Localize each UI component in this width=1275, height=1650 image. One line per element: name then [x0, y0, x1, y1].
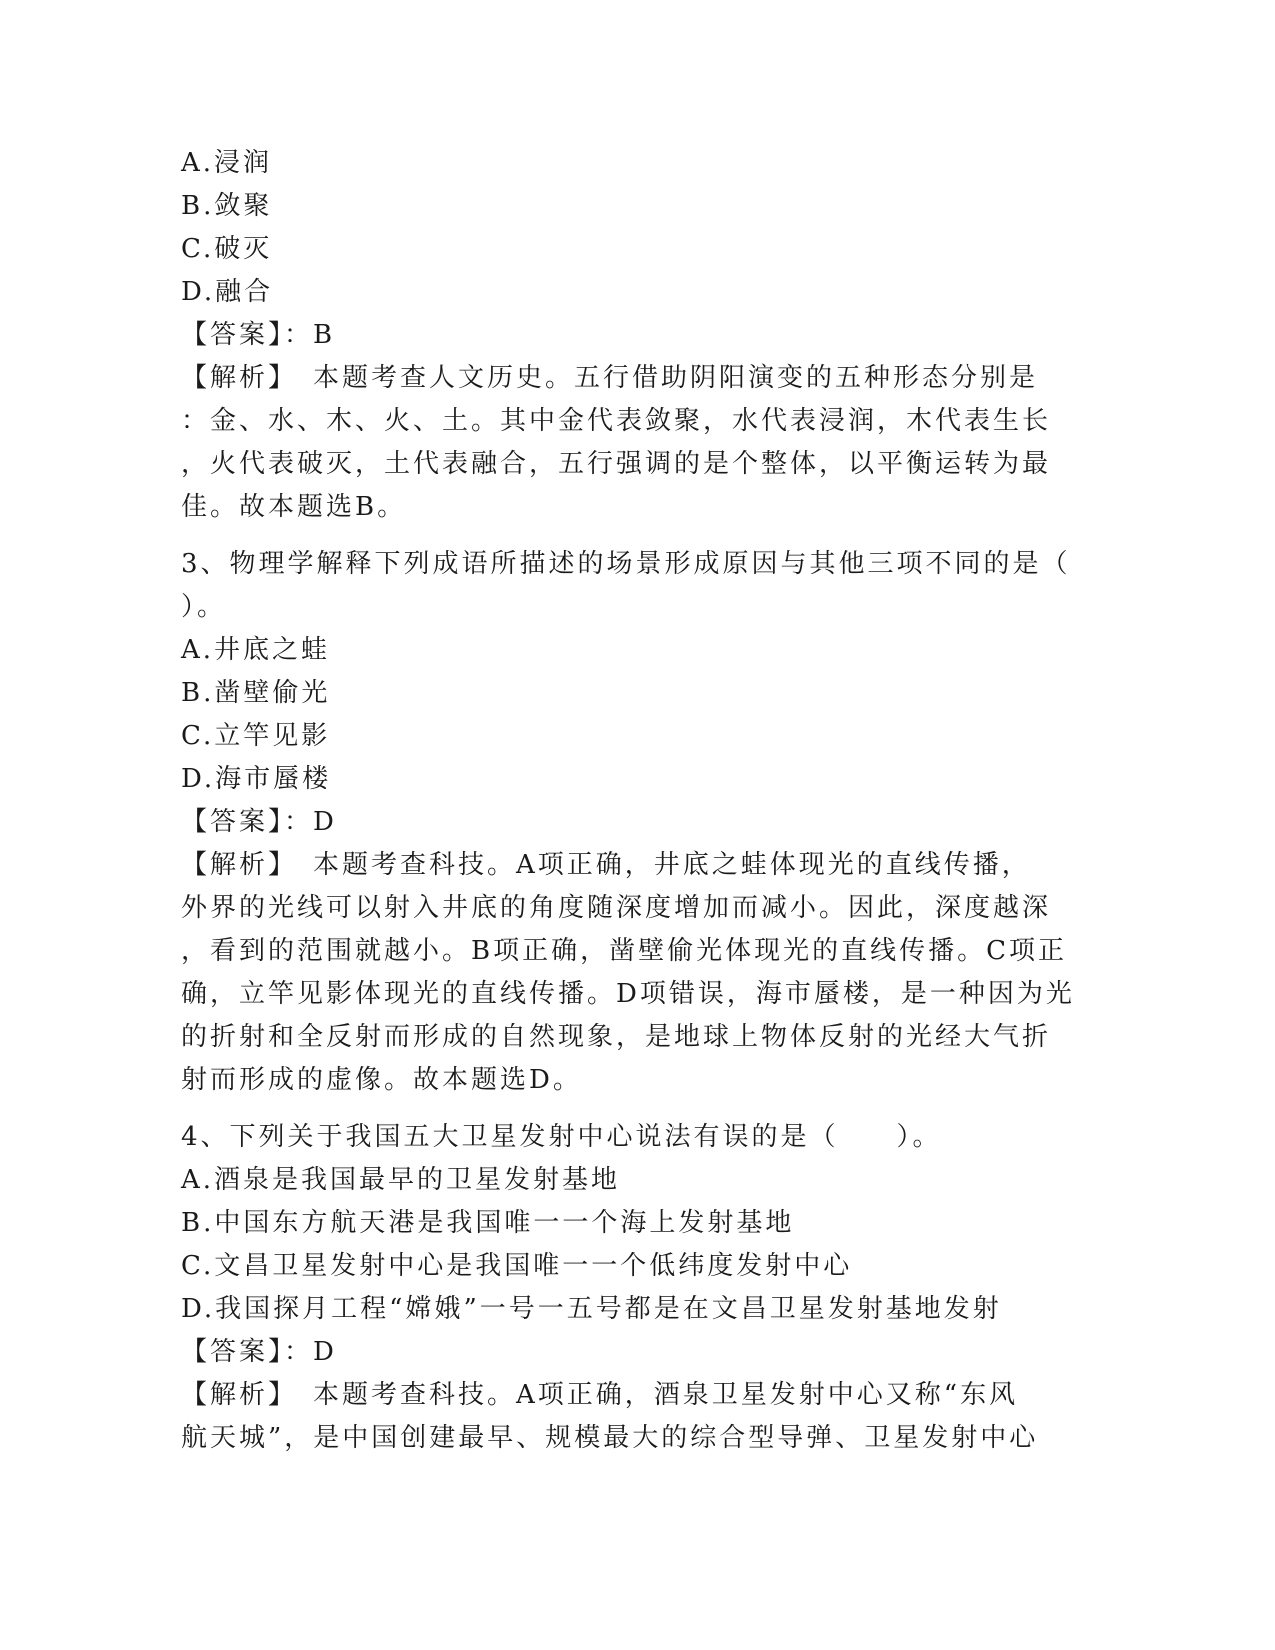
analysis-line: 佳。故本题选B。: [181, 492, 407, 522]
answer-line: 【答案】：B: [181, 320, 336, 350]
analysis-line: 射而形成的虚像。故本题选D。: [181, 1065, 582, 1095]
analysis-line: 外界的光线可以射入井底的角度随深度增加而减小。因此，深度越深: [181, 893, 1052, 923]
question-4-block: [181, 1116, 1081, 1460]
question-text: 3、物理学解释下列成语所描述的场景形成原因与其他三项不同的是（: [181, 549, 1071, 579]
answer-line: 【答案】：D: [181, 807, 337, 837]
option-c: C.破灭: [181, 234, 273, 264]
analysis-line: ，火代表破灭，土代表融合，五行强调的是个整体，以平衡运转为最: [181, 449, 1052, 479]
option-d: D.融合: [181, 277, 274, 307]
option-a: A.浸润: [181, 148, 273, 178]
option-d: D.海市蜃楼: [181, 764, 332, 794]
option-c: C.文昌卫星发射中心是我国唯一一个低纬度发射中心: [181, 1251, 853, 1281]
question-2-block: [181, 142, 1081, 529]
analysis-line: 【解析】 本题考查人文历史。五行借助阴阳演变的五种形态分别是: [181, 363, 1039, 393]
answer-line: 【答案】：D: [181, 1337, 337, 1367]
analysis-line: 【解析】 本题考查科技。A项正确，酒泉卫星发射中心又称“东风: [181, 1380, 1019, 1410]
option-b: B.中国东方航天港是我国唯一一个海上发射基地: [181, 1208, 795, 1238]
option-a: A.酒泉是我国最早的卫星发射基地: [181, 1165, 621, 1195]
analysis-line: 的折射和全反射而形成的自然现象，是地球上物体反射的光经大气折: [181, 1022, 1052, 1052]
analysis-line: 【解析】 本题考查科技。A项正确，井底之蛙体现光的直线传播，: [181, 850, 1031, 880]
question-3-block: [181, 543, 1081, 1102]
document-page: [181, 142, 1081, 1460]
spacer: [181, 529, 1081, 543]
question-text: 4、下列关于我国五大卫星发射中心说法有误的是（ ）。: [181, 1122, 942, 1152]
analysis-line: 确，立竿见影体现光的直线传播。D项错误，海市蜃楼，是一种因为光: [181, 979, 1075, 1009]
analysis-line: ：金、水、木、火、土。其中金代表敛聚，水代表浸润，木代表生长: [181, 406, 1052, 436]
option-b: B.凿壁偷光: [181, 678, 331, 708]
option-c: C.立竿见影: [181, 721, 331, 751]
option-d: D.我国探月工程“嫦娥”一号一五号都是在文昌卫星发射基地发射: [181, 1294, 1002, 1324]
analysis-line: 航天城”，是中国创建最早、规模最大的综合型导弹、卫星发射中心: [181, 1423, 1039, 1453]
spacer: [181, 1102, 1081, 1116]
option-a: A.井底之蛙: [181, 635, 331, 665]
question-text: ）。: [181, 592, 227, 622]
option-b: B.敛聚: [181, 191, 273, 221]
analysis-line: ，看到的范围就越小。B项正确，凿壁偷光体现光的直线传播。C项正: [181, 936, 1068, 966]
